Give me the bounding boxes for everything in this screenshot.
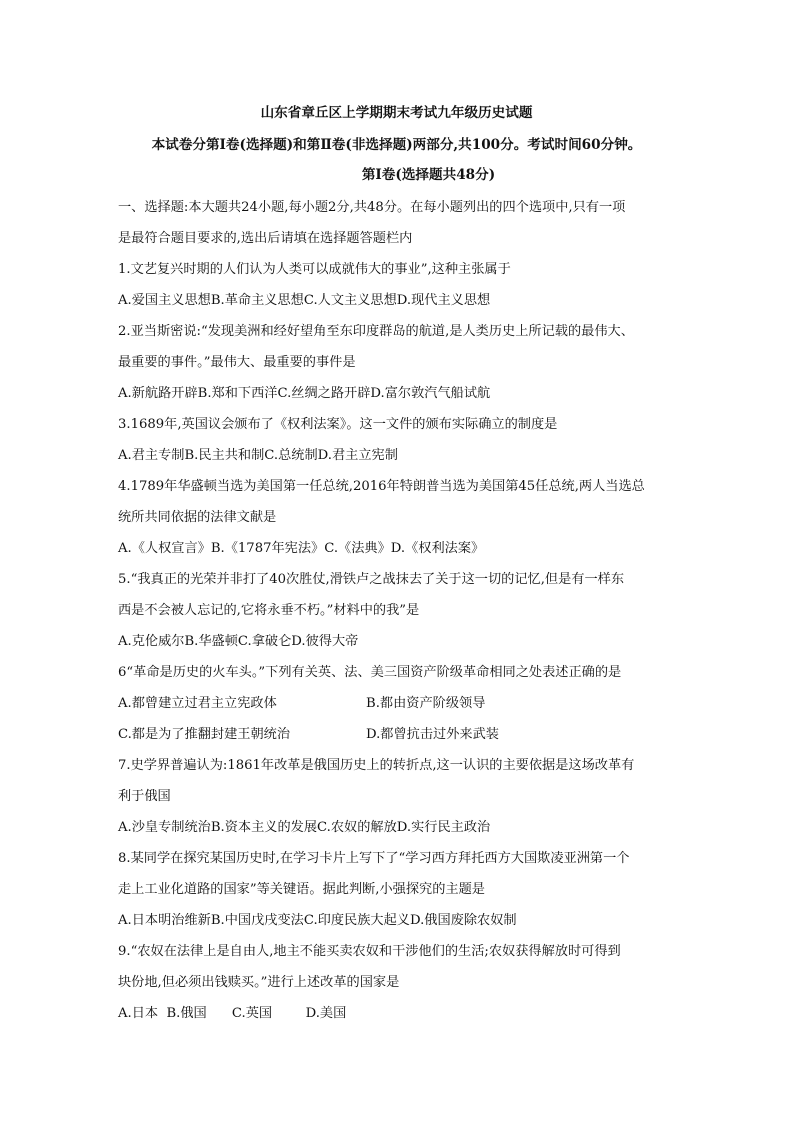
question-1-stem: 1.文艺复兴时期的人们认为人类可以成就伟大的事业”,这种主张属于 [118,262,511,277]
exam-title: 山东省章丘区上学期期末考试九年级历史试题 [260,105,533,121]
question-5-stem: 5.“我真正的光荣并非打了40次胜仗,滑铁卢之战抹去了关于这一切的记忆,但是有一样东 [118,572,625,587]
question-2-stem: 2.亚当斯密说:“发现美洲和经好望角至东印度群岛的航道,是人类历史上所记载的最伟大、 [118,324,634,339]
question-5-options: A.克伦威尔B.华盛顿C.拿破仑D.彼得大帝 [118,634,359,649]
question-6-option-b: B.都由资产阶级领导 [366,696,486,711]
question-8-options: A.日本明治维新B.中国戊戌变法C.印度民族大起义D.俄国废除农奴制 [118,913,517,928]
question-7-stem: 7.史学界普遍认为:1861年改革是俄国历史上的转折点,这一认识的主要依据是这场改革有 [118,758,635,773]
question-6-option-d: D.都曾抗击过外来武装 [366,727,499,742]
exam-info: 本试卷分第Ⅰ卷(选择题)和第Ⅱ卷(非选择题)两部分,共100分。考试时间60分钟。 [151,137,642,153]
question-7-stem: 利于俄国 [118,789,171,804]
question-3-options: A.君主专制B.民主共和制C.总统制D.君主立宪制 [118,448,398,463]
question-2-stem: 最重要的事件。”最伟大、最重要的事件是 [118,355,356,370]
instructions-line: 是最符合题目要求的,选出后请填在选择题答题栏内 [118,231,413,246]
question-6-stem: 6“革命是历史的火车头。”下列有关英、法、美三国资产阶级革命相同之处表述正确的是 [118,665,622,680]
question-4-options: A.《人权宣言》B.《1787年宪法》C.《法典》D.《权利法案》 [118,541,485,556]
question-4-stem: 4.1789年华盛顿当选为美国第一任总统,2016年特朗普当选为美国第45任总统,两人当选总 [118,479,645,494]
question-8-stem: 8.某同学在探究某国历史时,在学习卡片上写下了“学习西方拜托西方大国欺凌亚洲第一个 [118,851,630,866]
question-9-stem: 块份地,但必须出钱赎买。”进行上述改革的国家是 [118,975,400,990]
section-title: 第Ⅰ卷(选择题共48分) [361,167,496,183]
question-9-stem: 9.“农奴在法律上是自由人,地主不能买卖农奴和干涉他们的生活;农奴获得解放时可得到 [118,944,621,959]
question-8-stem: 走上工业化道路的国家”等关键语。据此判断,小强探究的主题是 [118,882,485,897]
instructions-line: 一、选择题:本大题共24小题,每小题2分,共48分。在每小题列出的四个选项中,只有一项 [118,200,626,215]
question-1-options: A.爱国主义思想B.革命主义思想C.人文主义思想D.现代主义思想 [118,293,491,308]
question-4-stem: 统所共同依据的法律文献是 [118,510,277,525]
question-6-option-c: C.都是为了推翻封建王朝统治 [118,727,291,742]
question-5-stem: 西是不会被人忘记的,它将永垂不朽。”材料中的我”是 [118,603,420,618]
question-2-options: A.新航路开辟B.郑和下西洋C.丝绸之路开辟D.富尔敦汽气船试航 [118,386,491,401]
question-9-options: A.日本 B.俄国 C.英国 D.美国 [118,1006,347,1021]
question-6-option-a: A.都曾建立过君主立宪政体 [118,696,277,711]
question-3-stem: 3.1689年,英国议会颁布了《权利法案》。这一文件的颁布实际确立的制度是 [118,417,558,432]
question-7-options: A.沙皇专制统治B.资本主义的发展C.农奴的解放D.实行民主政治 [118,820,491,835]
